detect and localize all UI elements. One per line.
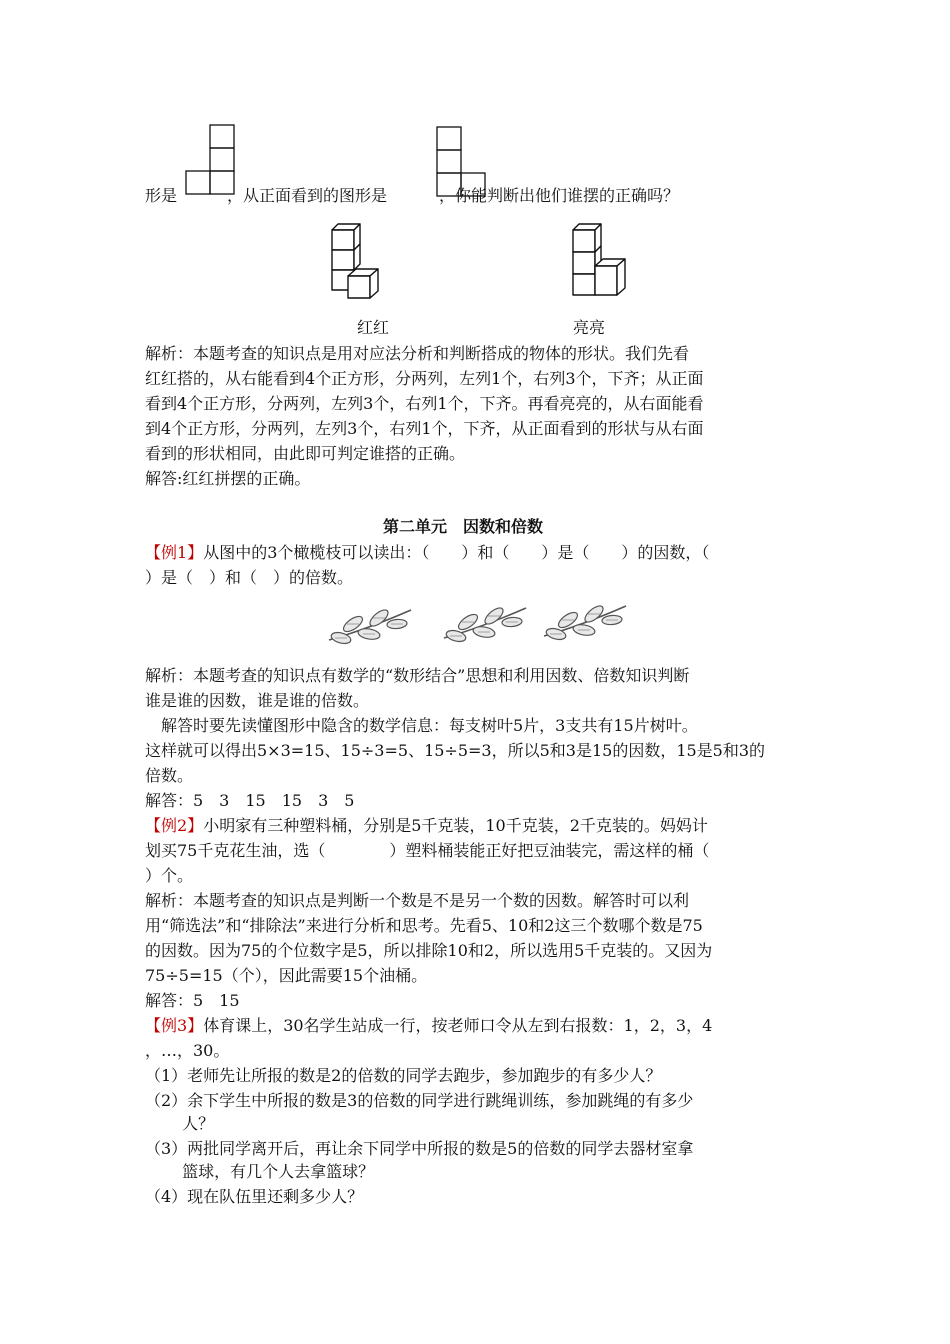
analysis-line: 看到的形状相同，由此即可判定谁搭的正确。 <box>145 444 466 463</box>
analysis-line: 红红搭的，从右能看到4个正方形，分两列，左列1个，右列3个，下齐；从正面 <box>145 369 704 388</box>
analysis-line: 解析：本题考查的知识点是用对应法分析和判断搭成的物体的形状。我们先看 <box>145 344 690 363</box>
example-1-text: 从图中的3个橄榄枝可以读出：（ ）和（ ）是（ ）的因数，（ <box>203 543 710 562</box>
example-3-line <box>145 1013 712 1038</box>
example-3-tag: 【例3】 <box>145 1016 204 1035</box>
analysis-line: 用“筛选法”和“排除法”来进行分析和思考。先看5、10和2这三个数哪个数是75 <box>145 916 703 935</box>
example-1-tag: 【例1】 <box>145 543 204 562</box>
analysis-line: 到4个正方形，分两列，左列3个，右列1个，下齐，从正面看到的形状与从右面 <box>145 419 704 438</box>
front-view-shape <box>436 126 486 198</box>
analysis-line: 谁是谁的因数，谁是谁的倍数。 <box>145 691 370 710</box>
honghong-label: 红红 <box>357 318 390 337</box>
honghong-cubes-figure <box>330 222 390 302</box>
sub-question-continued: 人？ <box>145 1114 215 1133</box>
example-2-line <box>145 813 708 838</box>
analysis-line: 倍数。 <box>145 766 194 785</box>
sub-question: （3）两批同学离开后，再让余下同学中所报的数是5的倍数的同学去器材室拿 <box>145 1139 694 1158</box>
example-2-tag: 【例2】 <box>145 816 204 835</box>
analysis-line: 解析：本题考查的知识点有数学的“数形结合”思想和利用因数、倍数知识判断 <box>145 666 690 685</box>
sub-question: （4）现在队伍里还剩多少人？ <box>145 1187 364 1206</box>
olive-branches-figure <box>325 600 625 648</box>
answer-line: 解答：5 15 <box>145 991 240 1010</box>
analysis-line: 的因数。因为75的个位数字是5，所以排除10和2，所以选用5千克装的。又因为 <box>145 941 713 960</box>
example-2-line: 划买75千克花生油，选（ ）塑料桶装能正好把豆油装完，需这样的桶（ <box>145 841 710 860</box>
sub-question: （1）老师先让所报的数是2的倍数的同学去跑步，参加跑步的有多少人？ <box>145 1066 662 1085</box>
analysis-line: 75÷5=15（个），因此需要15个油桶。 <box>145 966 428 985</box>
liangliang-label: 亮亮 <box>573 318 606 337</box>
example-3-text: 体育课上，30名学生站成一行，按老师口令从左到右报数：1，2，3，4 <box>203 1016 713 1035</box>
example-3-line: ，…，30。 <box>145 1041 230 1060</box>
analysis-line: 解答时要先读懂图形中隐含的数学信息：每支树叶5片，3支共有15片树叶。 <box>145 716 698 735</box>
answer-line: 解答：5 3 15 15 3 5 <box>145 791 355 810</box>
question-text-3: ，你能判断出他们谁摆的正确吗？ <box>439 186 680 205</box>
right-view-shape <box>186 124 236 196</box>
sub-question-continued: 篮球，有几个人去拿篮球？ <box>145 1162 375 1181</box>
example-1-line <box>145 540 709 565</box>
analysis-line: 解析：本题考查的知识点是判断一个数是不是另一个数的因数。解答时可以利 <box>145 891 690 910</box>
example-2-text: 小明家有三种塑料桶，分别是5千克装，10千克装，2千克装的。妈妈计 <box>203 816 708 835</box>
example-1-line: ）是（ ）和（ ）的倍数。 <box>145 568 354 587</box>
answer-line: 解答:红红拼摆的正确。 <box>145 469 311 488</box>
example-2-line: ）个。 <box>145 866 194 885</box>
sub-question: （2）余下学生中所报的数是3的倍数的同学进行跳绳训练，参加跳绳的有多少 <box>145 1091 694 1110</box>
analysis-line: 看到4个正方形，分两列，左列3个，右列1个，下齐。再看亮亮的，从右面能看 <box>145 394 704 413</box>
question-text-2: ，从正面看到的图形是 <box>227 186 388 205</box>
question-text-1: 形是 <box>145 186 178 205</box>
liangliang-cubes-figure <box>571 222 633 298</box>
analysis-line: 这样就可以得出5×3=15、15÷3=5、15÷5=3，所以5和3是15的因数，15是5和3的 <box>145 741 766 760</box>
unit-title: 第二单元 因数和倍数 <box>383 517 544 536</box>
